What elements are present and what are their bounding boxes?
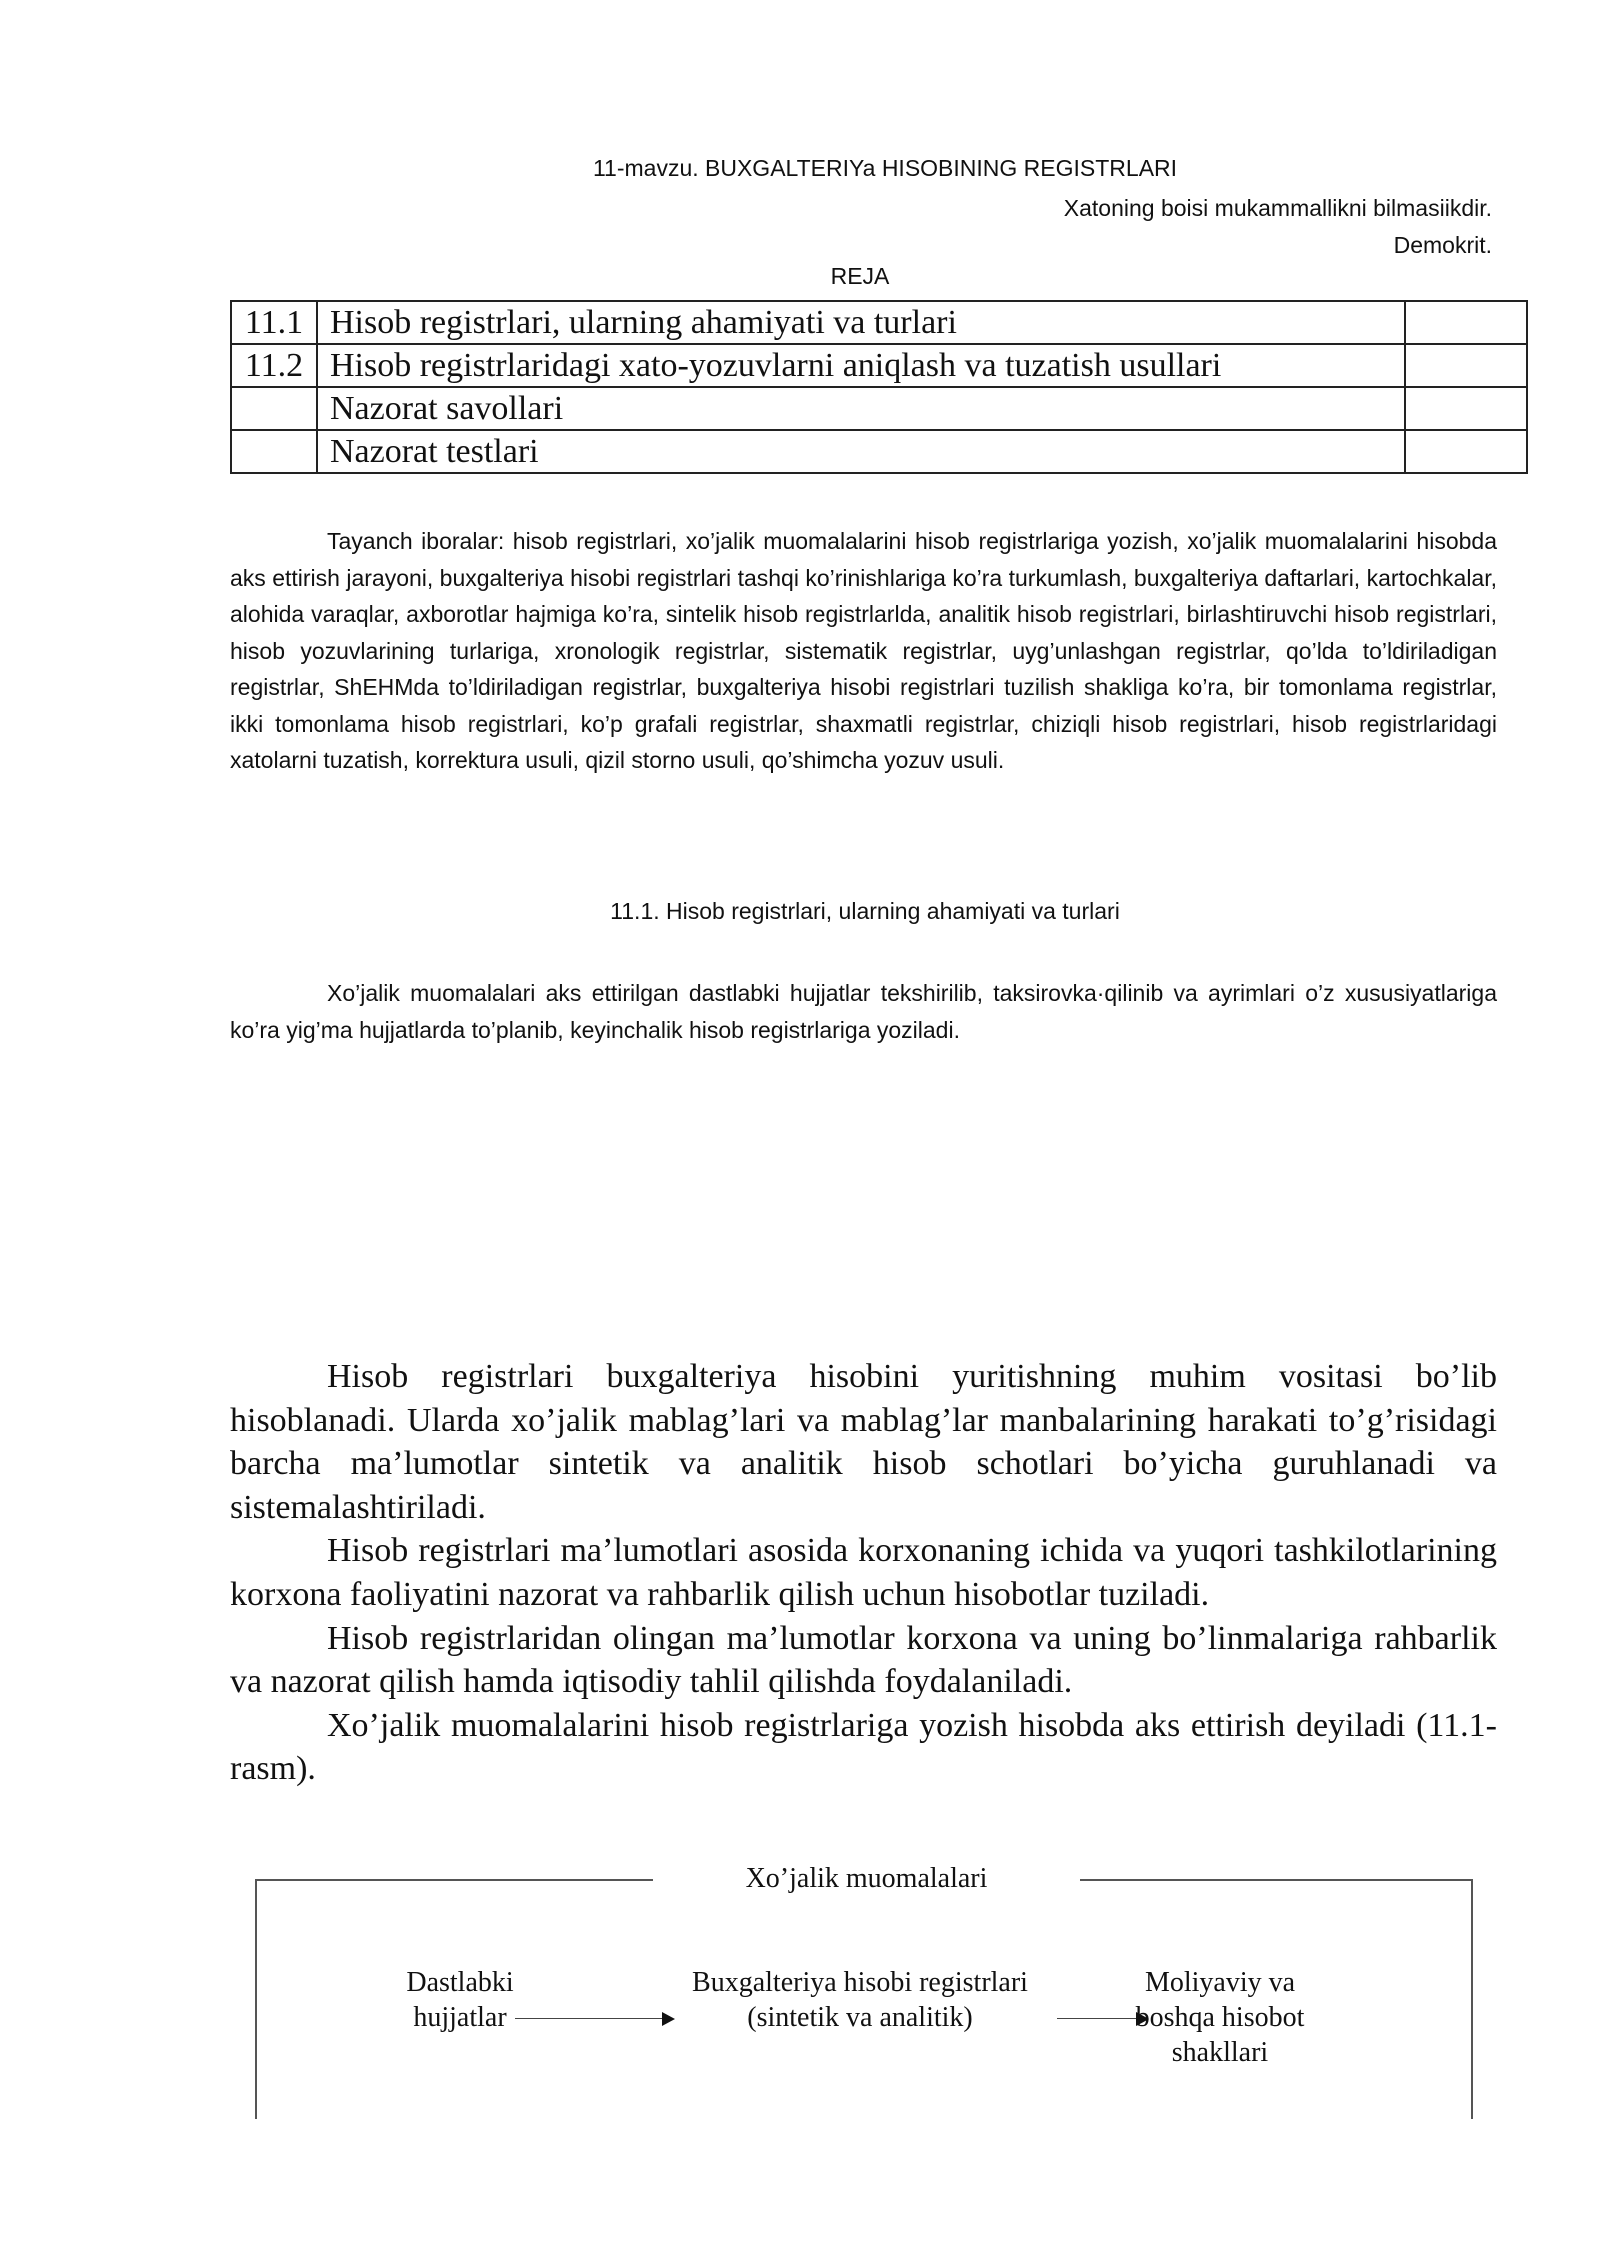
epigraph-author: Demokrit. [1393, 232, 1492, 258]
diagram-node-financial-reports [1110, 1965, 1330, 2070]
plan-table [230, 300, 1528, 474]
plan-row-text: Hisob registrlaridagi xato-yozuvlarni aniqlash va tuzatish usullari [317, 344, 1405, 387]
arrow-right-icon [515, 2012, 675, 2026]
plan-row-extra [1405, 387, 1527, 430]
plan-row-text: Hisob registrlari, ularning ahamiyati va turlari [317, 301, 1405, 344]
diagram-frame-left [255, 1879, 257, 2119]
body-paragraph: Hisob registrlaridan olingan ma’lumotlar korxona va uning bo’linmalariga rahbarlik va nazorat qilish hamda iqtisodiy tahlil qilishda foydalaniladi. [230, 1619, 1497, 1701]
plan-row [231, 387, 1527, 430]
plan-row-number: 11.1 [231, 301, 317, 344]
plan-row-extra [1405, 344, 1527, 387]
epigraph-quote: Xatoning boisi mukammallikni bilmasiikdir. [1063, 195, 1492, 221]
plan-row-text: Nazorat testlari [317, 430, 1405, 473]
flow-diagram [250, 1855, 1490, 2125]
diagram-frame-top-left [255, 1879, 653, 1881]
diagram-frame-top-right [1080, 1879, 1473, 1881]
intro-paragraph: Xo’jalik muomalalari aks ettirilgan dastlabki hujjatlar tekshirilib, taksirovka·qilinib va ayrimlari o’z xususiyatlariga ko’ra yig’ma hujjatlarda to’planib, keyinchalik hisob registrlariga yoziladi. [230, 980, 1497, 1043]
plan-row [231, 430, 1527, 473]
section-heading: 11.1. Hisob registrlari, ularning ahamiyati va turlari [610, 898, 1120, 924]
plan-row-extra [1405, 301, 1527, 344]
plan-row [231, 344, 1527, 387]
plan-row-number: 11.2 [231, 344, 317, 387]
diagram-node-line: (sintetik va analitik) [747, 2002, 973, 2033]
body-paragraph: Xo’jalik muomalalarini hisob registrlariga yozish hisobda aks ettirish deyiladi (11.1-rasm). [230, 1706, 1497, 1788]
topic-title: 11-mavzu. BUXGALTERIYa HISOBINING REGISTRLARI [592, 155, 1178, 181]
plan-row [231, 301, 1527, 344]
diagram-title: Xo’jalik muomalalari [745, 1863, 988, 1894]
diagram-node-line: Buxgalteriya hisobi registrlari [692, 1967, 1028, 1998]
plan-row-extra [1405, 430, 1527, 473]
diagram-node-line: Dastlabki [406, 1967, 514, 1998]
plan-row-number [231, 430, 317, 473]
body-paragraph: Hisob registrlari buxgalteriya hisobini yuritishning muhim vositasi bo’lib hisoblanadi. Ularda xo’jalik mablag’lari va mablag’lar manbalarining harakati to’g’risidagi barcha ma’lumotlar sintetik va analitik hisob schotlari bo’yicha guruhlanadi va sistemalashtiriladi. [230, 1358, 1497, 1526]
plan-row-text: Nazorat savollari [317, 387, 1405, 430]
plan-row-number [231, 387, 317, 430]
diagram-node-line: Moliyaviy va [1144, 1967, 1296, 1998]
body-paragraph: Hisob registrlari ma’lumotlari asosida korxonaning ichida va yuqori tashkilotlarining korxona faoliyatini nazorat va rahbarlik qilish uchun hisobotlar tuziladi. [230, 1532, 1497, 1613]
diagram-node-line: hujjatlar [413, 2002, 507, 2033]
diagram-node-line: boshqa hisobot [1135, 2002, 1305, 2033]
plan-title: REJA [830, 263, 890, 289]
diagram-node-line: shakllari [1171, 2037, 1269, 2068]
body-text [230, 1355, 1497, 1791]
diagram-frame-right [1471, 1879, 1473, 2119]
keywords-paragraph: Tayanch iboralar: hisob registrlari, xo’jalik muomalalarini hisob registrlariga yozish, xo’jalik muomalalarini hisobda aks ettirish jarayoni, buxgalteriya hisobi registrlari tashqi ko’rinishlariga ko’ra turkumlash, buxgalteriya daftarlari, kartochkalar, alohida varaqlar, axborotlar hajmiga ko’ra, sintelik hisob registrlarlda, analitik hisob registrlari, birlashtiruvchi hisob registrlari, hisob yozuvlarining turlariga, xronologik registrlar, sistematik registrlar, uyg’unlashgan registrlar, qo’lda to’ldiriladigan registrlar, ShEHMda to’ldiriladigan registrlar, buxgalteriya hisobi registrlari tuzilish shakliga ko’ra, bir tomonlama registrlar, ikki tomonlama hisob registrlari, ko’p grafali registrlar, shaxmatli registrlar, chiziqli hisob registrlari, hisob registrlaridagi xatolarni tuzatish, korrektura usuli, qizil storno usuli, qo’shimcha yozuv usuli. [230, 528, 1497, 773]
diagram-node-accounting-registers [670, 1965, 1050, 2035]
